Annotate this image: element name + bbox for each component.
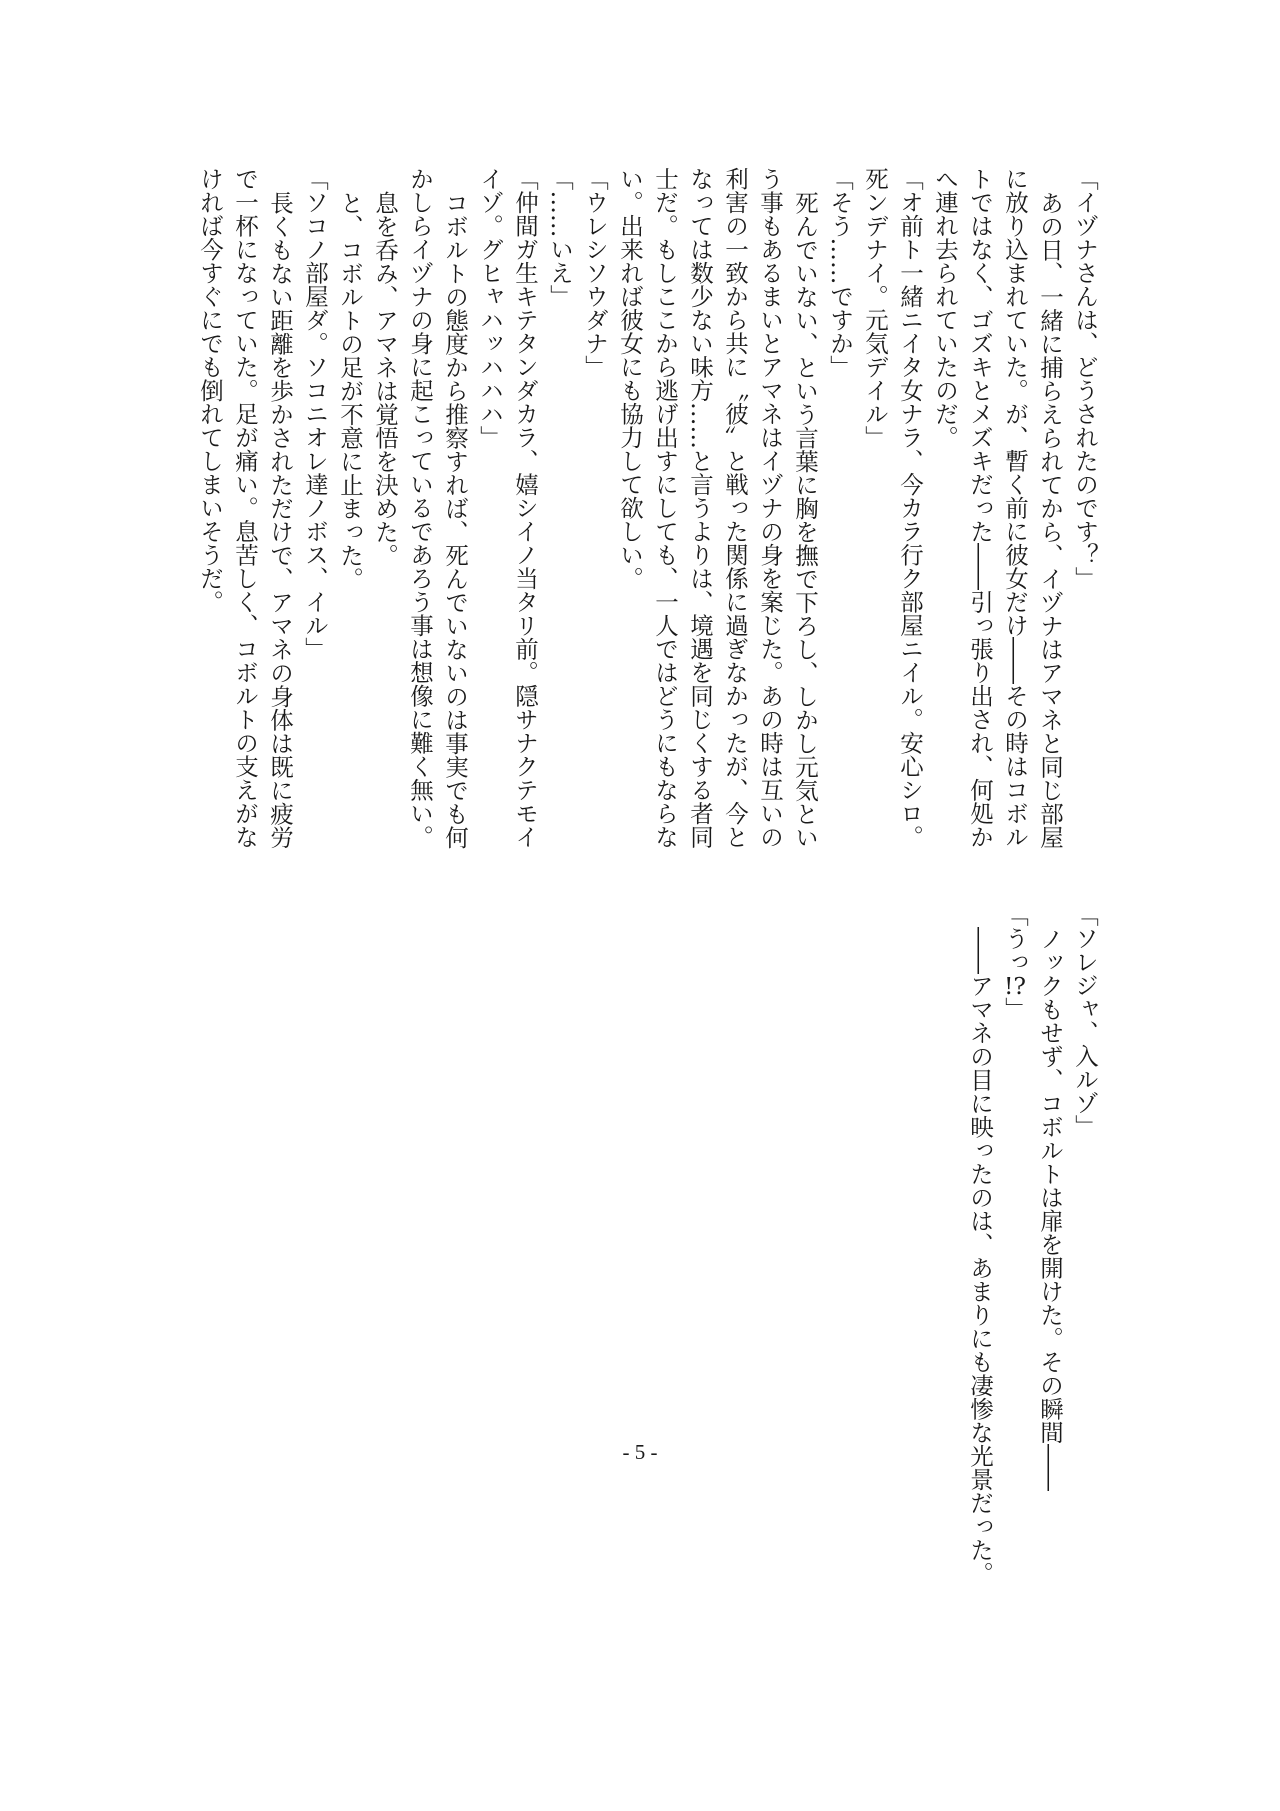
text-line: 「ソレジャ、入ルゾ」 (1071, 903, 1099, 1138)
text-line: 息を呑み、アマネは覚悟を決めた。 (371, 190, 399, 567)
text-line: ければ今すぐにでも倒れてしまいそうだ。 (196, 167, 224, 614)
text-line: へ連れ去られていたのだ。 (931, 167, 959, 449)
text-line: 「オ前ト一緒ニイタ女ナラ、今カラ行ク部屋ニイル。安心シロ。 (896, 167, 924, 849)
text-line: 士だ。もしここから逃げ出すにしても、一人ではどうにもならな (651, 167, 679, 849)
text-line: 「イヅナさんは、どうされたのです？」 (1071, 167, 1099, 590)
text-line: ノックもせず、コボルトは扉を開けた。その瞬間―― (1036, 926, 1064, 1491)
text-line: に放り込まれていた。が、暫く前に彼女だけ――その時はコボル (1001, 167, 1029, 849)
text-line: 「そう……ですか」 (826, 167, 854, 379)
text-line: ――アマネの目に映ったのは、あまりにも凄惨な光景だった。 (966, 926, 994, 1585)
text-line: 長くもない距離を歩かされただけで、アマネの身体は既に疲労 (266, 190, 294, 849)
text-line: あの日、一緒に捕らえられてから、イヅナはアマネと同じ部屋 (1036, 190, 1064, 849)
text-line: イゾ。グヒャハッハハハ」 (476, 167, 504, 449)
text-line: なっては数少ない味方……と言うよりは、境遇を同じくする者同 (686, 167, 714, 849)
exclamation-mark: !? (1003, 973, 1027, 997)
dialogue-open: 「うっ (1001, 903, 1029, 974)
dialogue-close: 」 (1001, 997, 1029, 1021)
text-line: 死ンデナイ。元気デイル」 (861, 167, 889, 449)
text-line: トではなく、ゴズキとメズキだった――引っ張り出され、何処か (966, 167, 994, 849)
text-line (997, 903, 1032, 1383)
text-line: で一杯になっていた。足が痛い。息苦しく、コボルトの支えがな (231, 167, 259, 849)
text-line: う事もあるまいとアマネはイヅナの身を案じた。あの時は互いの (756, 167, 784, 849)
text-line: 「ソコノ部屋ダ。ソコニオレ達ノボス、イル」 (301, 167, 329, 661)
text-line: い。出来れば彼女にも協力して欲しい。 (616, 167, 644, 590)
page-number: - 5 - (622, 1440, 658, 1464)
main-text-block (192, 167, 1102, 867)
text-line: 利害の一致から共に〝彼〟と戦った関係に過ぎなかったが、今と (721, 167, 749, 849)
text-line: 死んでいない、という言葉に胸を撫で下ろし、しかし元気とい (791, 190, 819, 849)
text-line: 「仲間ガ生キテタンダカラ、嬉シイノ当タリ前。隠サナクテモイ (511, 167, 539, 849)
text-line: 「ウレシソウダナ」 (581, 167, 609, 379)
text-line: かしらイヅナの身に起こっているであろう事は想像に難く無い。 (406, 167, 434, 849)
text-line: と、コボルトの足が不意に止まった。 (336, 190, 364, 590)
text-line: 「……いえ」 (546, 167, 574, 308)
text-line: コボルトの態度から推察すれば、死んでいないのは事実でも何 (441, 190, 469, 849)
secondary-text-block (962, 903, 1102, 1585)
